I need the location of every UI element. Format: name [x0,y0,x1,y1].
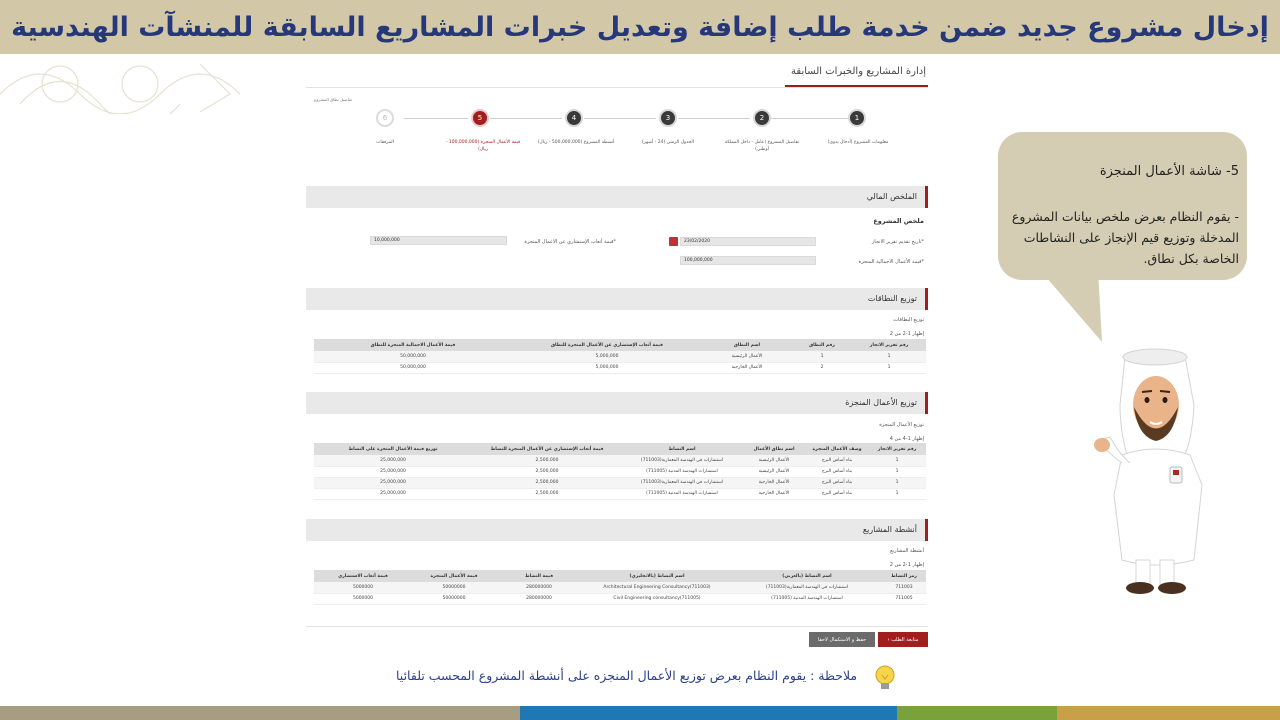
column-header: اسم نطاق الأعمال [742,443,806,455]
stepper-line [404,118,468,119]
scopes-count: إظهار 1-2 من 2 [889,331,924,337]
table-cell: 5,000,000 [512,351,702,362]
column-header: قيمة أتعاب الاستشاري [314,570,412,582]
step-label: المرفقات [376,140,394,145]
table-cell: 2 [792,362,852,373]
table-cell: 1 [868,455,926,466]
column-header: اسم النشاط [622,443,742,455]
column-header: قيمة الأعمال الاجمالية المنجزة للنطاق [314,339,512,351]
bottom-color-bar [0,706,1280,720]
calendar-icon[interactable] [669,237,678,246]
section-title: أنشطة المشاريع [862,525,917,534]
step-label: الجدول الزمني (24 - أشهر) [641,140,695,145]
table-cell: 1 [868,466,926,477]
table-cell: 5000000 [314,582,412,593]
column-header: وصف الأعمال المنجزة [806,443,868,455]
stepper-line [584,118,656,119]
step-3[interactable] [659,109,677,127]
table-cell: بناء أساس البرج [806,455,868,466]
note-text: ملاحظة : يقوم النظام بعرض توزيع الأعمال المنجزه على أنشطة المشروع المحسب تلقائيا [396,668,858,683]
table-cell: 5000000 [314,593,412,604]
table-cell: استشارات الهندسة المدنية (711005) [732,593,882,604]
stepper-line [490,118,562,119]
table-cell: 50,000,000 [314,362,512,373]
slide-title-banner [0,0,1280,54]
page-title: إدارة المشاريع والخبرات السابقة [785,66,928,87]
column-header: قيمة أتعاب الإستشاري عن الأعمال المنجزة للنشاط [472,443,622,455]
column-header: قيمة النشاط [496,570,582,582]
bubble-text: - يقوم النظام بعرض ملخص بيانات المشروع المدخلة وتوزيع قيم الإنجاز على النشاطات الخاصة بكل نطاق. [1011,209,1239,266]
table-row[interactable] [314,351,926,362]
stepper-line [768,118,836,119]
column-header: توزيع قيمة الأعمال المنجزة على النشاط [314,443,472,455]
step-label: قيمة الأعمال المنجزة (100,000,000 - ريال) [445,140,521,152]
activities-table [314,570,926,605]
step-number: 6 [382,114,388,122]
section-title: الملخص المالي [866,192,917,201]
bar-segment [1057,706,1280,720]
table-header-row [314,443,926,455]
table-cell: Civil Engineering consultancy(711005) [582,593,732,604]
table-row[interactable] [314,455,926,466]
column-header: قيمة الأعمال المنجزة [412,570,496,582]
step-6[interactable] [376,109,394,127]
table-cell: الأعمال الخارجية [742,477,806,488]
table-row[interactable] [314,466,926,477]
steps-note: تفاصيل نطاق المشروع [314,97,352,102]
scopes-subtitle: توزيع النطاقات [893,317,924,323]
divider [306,626,928,627]
section-financial-summary [306,186,928,208]
step-4[interactable] [565,109,583,127]
date-field[interactable]: 23/02/2020 [680,237,816,246]
table-cell: 280000000 [496,582,582,593]
table-cell: استشارات في الهندسة المعمارية(711003) [622,455,742,466]
project-summary-title: ملخص المشروع [873,217,924,225]
column-header: رقم تقرير الانجاز [852,339,926,351]
column-header: اسم النطاق [702,339,792,351]
column-header: اسم النشاط (بالانجليزي) [582,570,732,582]
table-cell: 25,000,000 [314,488,472,499]
bar-segment [520,706,897,720]
table-cell: 25,000,000 [314,455,472,466]
table-cell: 5,000,000 [512,362,702,373]
table-cell: 25,000,000 [314,477,472,488]
table-cell: 25,000,000 [314,466,472,477]
table-cell: 50000000 [412,582,496,593]
table-cell: 50,000,000 [314,351,512,362]
total-works-label: *قيمة الأعمال الاجمالية المنجزة [858,259,924,265]
table-cell: 50000000 [412,593,496,604]
table-cell: 1 [792,351,852,362]
bubble-tail [1028,270,1108,350]
table-header-row [314,339,926,351]
bubble-heading: 5- شاشة الأعمال المنجزة [1099,164,1239,179]
column-header: رقم تقرير الانجاز [868,443,926,455]
stepper-line [678,118,750,119]
works-subtitle: توزيع الأعمال المنجزة [879,422,924,428]
table-row[interactable] [314,488,926,499]
table-cell: الأعمال الخارجية [702,362,792,373]
works-count: إظهار 1-4 من 4 [889,436,924,442]
total-works-field[interactable]: 100,000,000 [680,256,816,265]
bar-segment [0,706,520,720]
step-label: معلومات المشروع (أدخال يدوي) [827,140,889,145]
table-cell: استشارات الهندسة المدنية (711005) [622,466,742,477]
save-continue-later-button[interactable]: حفظ و الاستكمال لاحقا [809,632,875,647]
table-row[interactable] [314,477,926,488]
decorative-pattern [0,54,260,114]
activities-subtitle: أنشطة المشاريع [890,548,924,554]
table-cell: بناء أساس البرج [806,466,868,477]
table-cell: 711005 [882,593,926,604]
table-cell: 2,500,000 [472,477,622,488]
section-title: توزيع الأعمال المنجزة [845,398,917,407]
fees-label: *قيمة أتعاب الإستشاري عن الاعمال المنجزة [524,239,616,245]
table-cell: استشارات الهندسة المدنية (711005) [622,488,742,499]
table-row[interactable] [314,362,926,373]
table-cell: الأعمال الخارجية [742,488,806,499]
table-cell: 2,500,000 [472,488,622,499]
step-number: 3 [665,114,671,122]
step-number: 4 [571,114,577,122]
column-header: رمز النشاط [882,570,926,582]
fees-field[interactable]: 10,000,000 [370,236,507,245]
table-cell: 1 [868,477,926,488]
activities-count: إظهار 1-2 من 2 [889,562,924,568]
works-table [314,443,926,500]
section-activities [306,519,928,541]
table-cell: 2,500,000 [472,455,622,466]
presenter-character-illustration [1090,345,1220,600]
table-header-row [314,570,926,582]
table-cell: 280000000 [496,593,582,604]
table-row[interactable] [314,593,926,604]
step-number: 1 [854,114,860,122]
column-header: رقم النطاق [792,339,852,351]
table-cell: 711003 [882,582,926,593]
section-works [306,392,928,414]
continue-request-button[interactable]: متابعة الطلب › [878,632,928,647]
table-cell: الأعمال الرئيسية [742,455,806,466]
table-cell: بناء أساس البرج [806,488,868,499]
section-title: توزيع النطاقات [867,294,917,303]
scopes-table [314,339,926,374]
step-1[interactable] [848,109,866,127]
step-number: 2 [759,114,765,122]
table-cell: استشارات في الهندسة المعمارية(711003) [622,477,742,488]
table-row[interactable] [314,582,926,593]
speech-bubble [998,132,1247,280]
table-cell: بناء أساس البرج [806,477,868,488]
table-cell: الأعمال الرئيسية [702,351,792,362]
step-5[interactable] [471,109,489,127]
section-scopes [306,288,928,310]
step-number: 5 [477,114,483,122]
table-cell: استشارات في الهندسة المعمارية(711003) [732,582,882,593]
step-label: تفاصيل المشروع (عامل - داخل المملكة أوطني) [724,140,800,152]
slide-title: إدخال مشروع جديد ضمن خدمة طلب إضافة وتعديل خبرات المشاريع السابقة للمنشآت الهندسية [11,11,1269,43]
table-cell: 1 [852,351,926,362]
column-header: اسم النشاط (بالعربي) [732,570,882,582]
lightbulb-icon [873,664,897,692]
app-screen [306,56,928,656]
table-cell: الأعمال الرئيسية [742,466,806,477]
date-label: *تاريخ تقديم تقرير الانجاز [871,239,924,245]
table-cell: Architectural Engineering Consultancy(711003) [582,582,732,593]
step-2[interactable] [753,109,771,127]
bar-segment [897,706,1057,720]
app-header [306,56,928,88]
table-cell: 1 [852,362,926,373]
step-label: أنشطة المشروع (500,000,000 - ريال) [537,140,615,145]
column-header: قيمة أتعاب الإستشاري عن الأعمال المنجزة للنطاق [512,339,702,351]
table-cell: 2,500,000 [472,466,622,477]
table-cell: 1 [868,488,926,499]
